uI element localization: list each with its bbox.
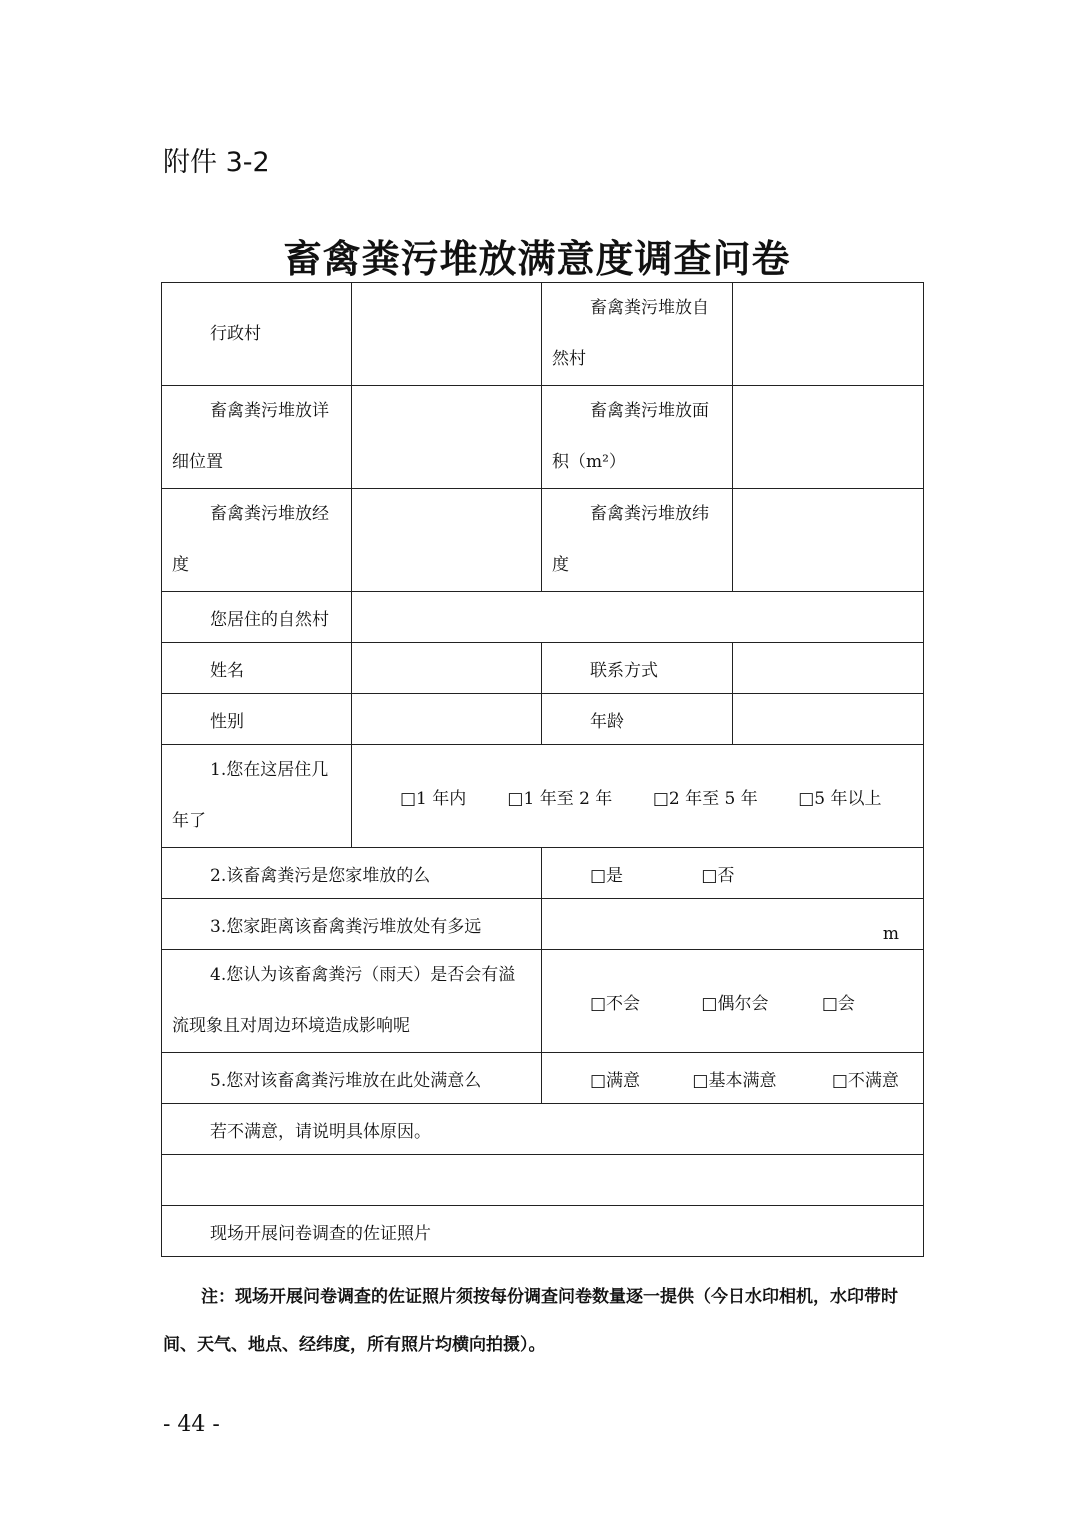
q3-unit: m <box>882 924 899 944</box>
input-name[interactable] <box>352 643 542 694</box>
label-q1: 1.您在这居住几年了 <box>162 745 352 848</box>
label-residence-village: 您居住的自然村 <box>162 592 352 643</box>
q2-options <box>542 848 924 899</box>
input-longitude[interactable] <box>352 489 542 592</box>
footnote: 注：现场开展问卷调查的佐证照片须按每份调查问卷数量逐一提供（今日水印相机，水印带时间、天气、地点、经纬度，所有照片均横向拍摄）。 <box>163 1287 898 1355</box>
label-longitude: 畜禽粪污堆放经度 <box>162 489 352 592</box>
q1-options <box>352 745 924 848</box>
label-q2: 2.该畜禽粪污是您家堆放的么 <box>162 848 542 899</box>
input-reason[interactable] <box>162 1155 924 1206</box>
label-reason: 若不满意，请说明具体原因。 <box>162 1104 924 1155</box>
q4-options <box>542 950 924 1053</box>
label-q4: 4.您认为该畜禽粪污（雨天）是否会有溢流现象且对周边环境造成影响呢 <box>162 950 542 1053</box>
q2-option-yes[interactable]: □是 <box>590 865 624 886</box>
input-latitude[interactable] <box>733 489 924 592</box>
q2-option-no[interactable]: □否 <box>701 865 735 886</box>
q4-option-sometimes[interactable]: □偶尔会 <box>701 993 769 1014</box>
input-age[interactable] <box>733 694 924 745</box>
label-contact: 联系方式 <box>542 643 733 694</box>
label-area: 畜禽粪污堆放面积（m²） <box>542 386 733 489</box>
q1-option-1[interactable]: □1 年内 <box>400 788 467 809</box>
page-number: - 44 - <box>163 1412 220 1437</box>
label-name: 姓名 <box>162 643 352 694</box>
label-age: 年龄 <box>542 694 733 745</box>
label-admin-village: 行政村 <box>162 283 352 386</box>
label-location: 畜禽粪污堆放详细位置 <box>162 386 352 489</box>
q5-option-basic[interactable]: □基本满意 <box>692 1070 777 1091</box>
q1-option-3[interactable]: □2 年至 5 年 <box>652 788 758 809</box>
attachment-label: 附件 3-2 <box>163 147 270 178</box>
q5-option-unsatisfied[interactable]: □不满意 <box>831 1070 899 1091</box>
label-q5: 5.您对该畜禽粪污堆放在此处满意么 <box>162 1053 542 1104</box>
q5-option-satisfied[interactable]: □满意 <box>590 1070 641 1091</box>
label-q3: 3.您家距离该畜禽粪污堆放处有多远 <box>162 899 542 950</box>
label-photo: 现场开展问卷调查的佐证照片 <box>162 1206 924 1257</box>
q1-option-4[interactable]: □5 年以上 <box>798 788 882 809</box>
input-residence-village[interactable] <box>352 592 924 643</box>
label-natural-village: 畜禽粪污堆放自然村 <box>542 283 733 386</box>
input-location[interactable] <box>352 386 542 489</box>
q4-option-yes[interactable]: □会 <box>821 993 855 1014</box>
page-title: 畜禽粪污堆放满意度调查问卷 <box>283 236 791 281</box>
label-gender: 性别 <box>162 694 352 745</box>
q1-option-2[interactable]: □1 年至 2 年 <box>507 788 613 809</box>
q3-distance-input[interactable] <box>542 899 924 950</box>
survey-form <box>161 282 924 1257</box>
input-area[interactable] <box>733 386 924 489</box>
label-latitude: 畜禽粪污堆放纬度 <box>542 489 733 592</box>
input-natural-village[interactable] <box>733 283 924 386</box>
input-contact[interactable] <box>733 643 924 694</box>
input-gender[interactable] <box>352 694 542 745</box>
q4-option-no[interactable]: □不会 <box>590 993 641 1014</box>
input-admin-village[interactable] <box>352 283 542 386</box>
q5-options <box>542 1053 924 1104</box>
